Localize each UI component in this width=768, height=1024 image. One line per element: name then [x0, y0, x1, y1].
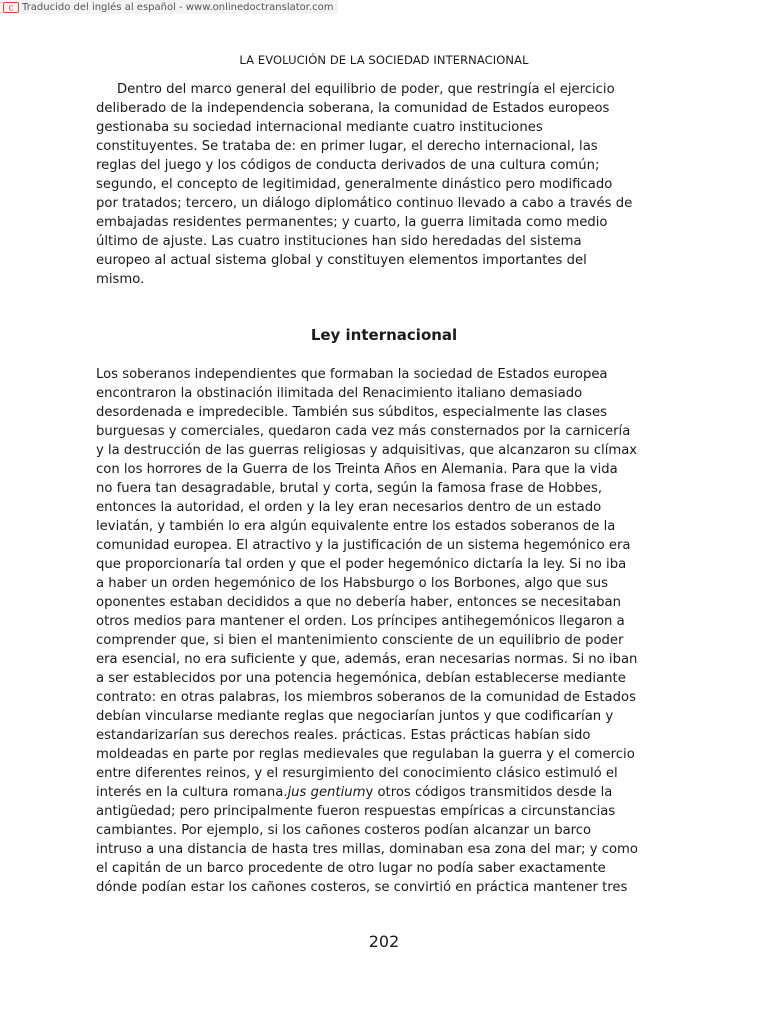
text-line: oponentes estaban decididos a que no debería haber, entonces se necesitaban [96, 595, 621, 610]
text-line: deliberado de la independencia soberana, la comunidad de Estados europeos [96, 101, 610, 116]
running-header: LA EVOLUCIÓN DE LA SOCIEDAD INTERNACIONAL [239, 53, 529, 67]
translator-logo-icon [3, 2, 19, 13]
latin-term-italic: jus gentium [287, 785, 366, 800]
text-line: comprender que, si bien el mantenimiento consciente de un equilibrio de poder [96, 633, 624, 648]
text-line: el capitán de un barco procedente de otro lugar no podía saber exactamente [96, 861, 606, 876]
text-line: que proporcionaría tal orden y que el poder hegemónico dictaría la ley. Si no iba [96, 557, 627, 572]
text-line: moldeadas en parte por reglas medievales que regulaban la guerra y el comercio [96, 747, 635, 762]
text-line: gestionaba su sociedad internacional mediante cuatro instituciones [96, 120, 543, 135]
text-line: leviatán, y también lo era algún equivalente entre los estados soberanos de la [96, 519, 616, 534]
text-line: antigüedad; pero principalmente fueron respuestas empíricas a circunstancias [96, 804, 616, 819]
text-line: burguesas y comerciales, quedaron cada vez más consternados por la carnicería [96, 424, 631, 439]
text-line: por tratados; tercero, un diálogo diplomático continuo llevado a cabo a través de [96, 196, 633, 211]
page-number: 202 [368, 932, 400, 951]
text-line: embajadas residentes permanentes; y cuarto, la guerra limitada como medio [96, 215, 608, 230]
text-line: encontraron la obstinación ilimitada del Renacimiento italiano demasiado [96, 386, 583, 401]
text-line: estandarizarían sus derechos reales. prácticas. Estas prácticas habían sido [96, 728, 591, 743]
text-line: a ser establecidos por una potencia hegemónica, debían establecerse mediante [96, 671, 626, 686]
text-line: Dentro del marco general del equilibrio de poder, que restringía el ejercicio [96, 82, 615, 97]
text-line: no fuera tan desagradable, brutal y corta, según la famosa frase de Hobbes, [96, 481, 603, 496]
text-line: desordenada e impredecible. También sus súbditos, especialmente las clases [96, 405, 608, 420]
text-line: Los soberanos independientes que formaban la sociedad de Estados europea [96, 367, 608, 382]
text-line: contrato: en otras palabras, los miembros soberanos de la comunidad de Estados [96, 690, 636, 705]
text-line: europeo al actual sistema global y constituyen elementos importantes del [96, 253, 587, 268]
paragraph-international-law [96, 365, 676, 897]
translator-banner-text[interactable]: Traducido del inglés al español - www.onlinedoctranslator.com [22, 1, 334, 13]
text-line: con los horrores de la Guerra de los Treinta Años en Alemania. Para que la vida [96, 462, 618, 477]
text-line: dónde podían estar los cañones costeros, se convirtió en práctica mantener tres [96, 880, 628, 895]
text-line: otros medios para mantener el orden. Los príncipes antihegemónicos llegaron a [96, 614, 625, 629]
text-line-with-italic [96, 783, 676, 802]
text-line: entonces la autoridad, el orden y la ley eran necesarios dentro de un estado [96, 500, 602, 515]
text-line: constituyentes. Se trataba de: en primer lugar, el derecho internacional, las [96, 139, 598, 154]
paragraph-intro [96, 80, 676, 289]
text-line: segundo, el concepto de legitimidad, generalmente dinástico pero modificado [96, 177, 613, 192]
text-line: reglas del juego y los códigos de conducta derivados de una cultura común; [96, 158, 600, 173]
text-line: comunidad europea. El atractivo y la justificación de un sistema hegemónico era [96, 538, 631, 553]
svg-text:C: C [8, 3, 14, 12]
text-line: mismo. [96, 272, 145, 287]
text-line: a haber un orden hegemónico de los Habsburgo o los Borbones, algo que sus [96, 576, 608, 591]
text-line: entre diferentes reinos, y el resurgimiento del conocimiento clásico estimuló el [96, 766, 618, 781]
text-line: debían vincularse mediante reglas que negociarían juntos y que codificarían y [96, 709, 614, 724]
section-heading: Ley internacional [310, 326, 458, 344]
text-line: cambiantes. Por ejemplo, si los cañones costeros podían alcanzar un barco [96, 823, 592, 838]
text-segment: interés en la cultura romana. [96, 785, 288, 800]
text-line: último de ajuste. Las cuatro instituciones han sido heredadas del sistema [96, 234, 582, 249]
translator-banner[interactable] [0, 0, 338, 14]
text-line: y la destrucción de las guerras religiosas y adquisitivas, que alcanzaron su clímax [96, 443, 638, 458]
text-segment: y otros códigos transmitidos desde la [365, 785, 613, 800]
text-line: era esencial, no era suficiente y que, además, eran necesarias normas. Si no iban [96, 652, 638, 667]
text-line: intruso a una distancia de hasta tres millas, dominaban esa zona del mar; y como [96, 842, 638, 857]
